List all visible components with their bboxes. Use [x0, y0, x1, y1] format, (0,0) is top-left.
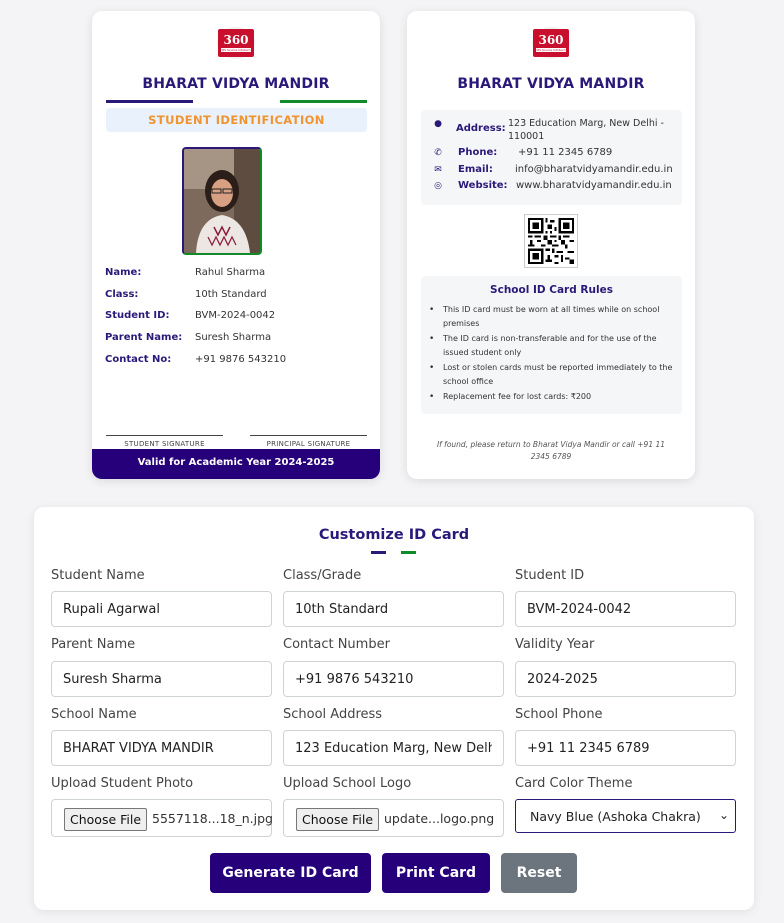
validity-year-label: Validity Year — [515, 637, 595, 652]
validity-band: Valid for Academic Year 2024-2025 — [92, 449, 380, 479]
student-id-label: Student ID — [515, 568, 585, 583]
generate-id-card-button[interactable]: Generate ID Card — [210, 853, 371, 893]
found-return-note: If found, please return to Bharat Vidya Mandir or call +91 11 2345 6789 — [436, 440, 666, 461]
choose-photo-button[interactable]: Choose File — [64, 808, 147, 831]
principal-signature-line — [250, 435, 367, 436]
print-card-button[interactable]: Print Card — [382, 853, 490, 893]
contact-details-box: ● Address: 123 Education Marg, New Delhi - 110001 ✆ Phone: +91 11 2345 6789 ✉ Email: info@bharatvidyamandir.edu.in ◎ Website: www.bharatvidyamandir.edu.in — [421, 110, 682, 205]
envelope-icon: ✉ — [434, 165, 442, 175]
contact-number-label: Contact Number — [283, 637, 390, 652]
student-name-input[interactable] — [51, 591, 272, 627]
card-theme-label: Card Color Theme — [515, 776, 633, 791]
chevron-down-icon: ⌄ — [718, 808, 729, 822]
upload-photo-label: Upload Student Photo — [51, 776, 194, 791]
rule-item: • Lost or stolen cards must be reported immediately to the school office — [429, 361, 674, 389]
school-address-input[interactable] — [283, 730, 504, 766]
student-photo — [182, 147, 262, 255]
class-grade-input[interactable] — [283, 591, 504, 627]
principal-signature-label: PRINCIPAL SIGNATURE — [266, 440, 351, 448]
accent-bar-green — [280, 100, 367, 103]
student-name-label: Student Name — [51, 568, 145, 583]
validity-year-input[interactable] — [515, 661, 736, 697]
globe-icon: ◎ — [434, 181, 442, 191]
qr-code — [524, 214, 578, 268]
choose-logo-button[interactable]: Choose File — [296, 808, 379, 831]
student-identification-band: STUDENT IDENTIFICATION — [106, 108, 367, 132]
back-school-name: BHARAT VIDYA MANDIR — [457, 76, 645, 92]
school-name-label: School Name — [51, 707, 137, 722]
upload-photo-field[interactable] — [51, 799, 272, 837]
class-grade-label: Class/Grade — [283, 568, 362, 583]
form-title: Customize ID Card — [318, 527, 470, 543]
phone-icon: ✆ — [434, 148, 442, 158]
card-theme-value: Navy Blue (Ashoka Chakra) — [530, 809, 701, 824]
school-phone-label: School Phone — [515, 707, 603, 722]
student-signature-label: STUDENT SIGNATURE — [124, 440, 205, 448]
title-accent-navy — [371, 551, 386, 554]
upload-logo-field[interactable] — [283, 799, 504, 837]
location-pin-icon: ● — [434, 119, 442, 129]
id-card-back — [407, 11, 695, 479]
rule-item: • The ID card is non-transferable and for the use of the issued student only — [429, 332, 674, 360]
logo-file-name: update...logo.png — [384, 811, 495, 826]
id-card-rules-box — [421, 276, 682, 414]
school-address-label: School Address — [283, 707, 383, 722]
contact-number-input[interactable] — [283, 661, 504, 697]
front-school-name: BHARAT VIDYA MANDIR — [142, 76, 330, 92]
parent-name-input[interactable] — [51, 661, 272, 697]
school-logo: 360 MS Source Infotech — [217, 27, 255, 59]
rule-item: • Replacement fee for lost cards: ₹200 — [429, 390, 674, 404]
rules-title: School ID Card Rules — [490, 284, 613, 296]
reset-button[interactable]: Reset — [501, 853, 577, 893]
student-id-input[interactable] — [515, 591, 736, 627]
parent-name-label: Parent Name — [51, 637, 136, 652]
school-logo: 360 MS Source Infotech — [532, 27, 570, 59]
rule-item: • This ID card must be worn at all times while on school premises — [429, 303, 674, 331]
accent-bar-navy — [106, 100, 193, 103]
school-name-input[interactable] — [51, 730, 272, 766]
id-card-front: 360 MS Source Infotech BHARAT VIDYA MANDIR STUDENT IDENTIFICATION Name: Rahul Sharma Class: 10th Standard Student ID: BVM-2024-0042 Parent Name: Suresh Sharma Contact No: +91 9876 543210 STUDENT SIGNATURE PRINCIPAL SIGNATURE Valid for Academic Year 2024-2025 — [92, 11, 380, 479]
card-theme-select[interactable] — [515, 799, 736, 833]
student-signature-line — [106, 435, 223, 436]
customize-form-panel — [34, 507, 754, 910]
upload-logo-label: Upload School Logo — [283, 776, 412, 791]
title-accent-green — [401, 551, 416, 554]
school-phone-input[interactable] — [515, 730, 736, 766]
rules-list — [429, 303, 674, 405]
photo-file-name: 5557118...18_n.jpg — [152, 811, 273, 826]
